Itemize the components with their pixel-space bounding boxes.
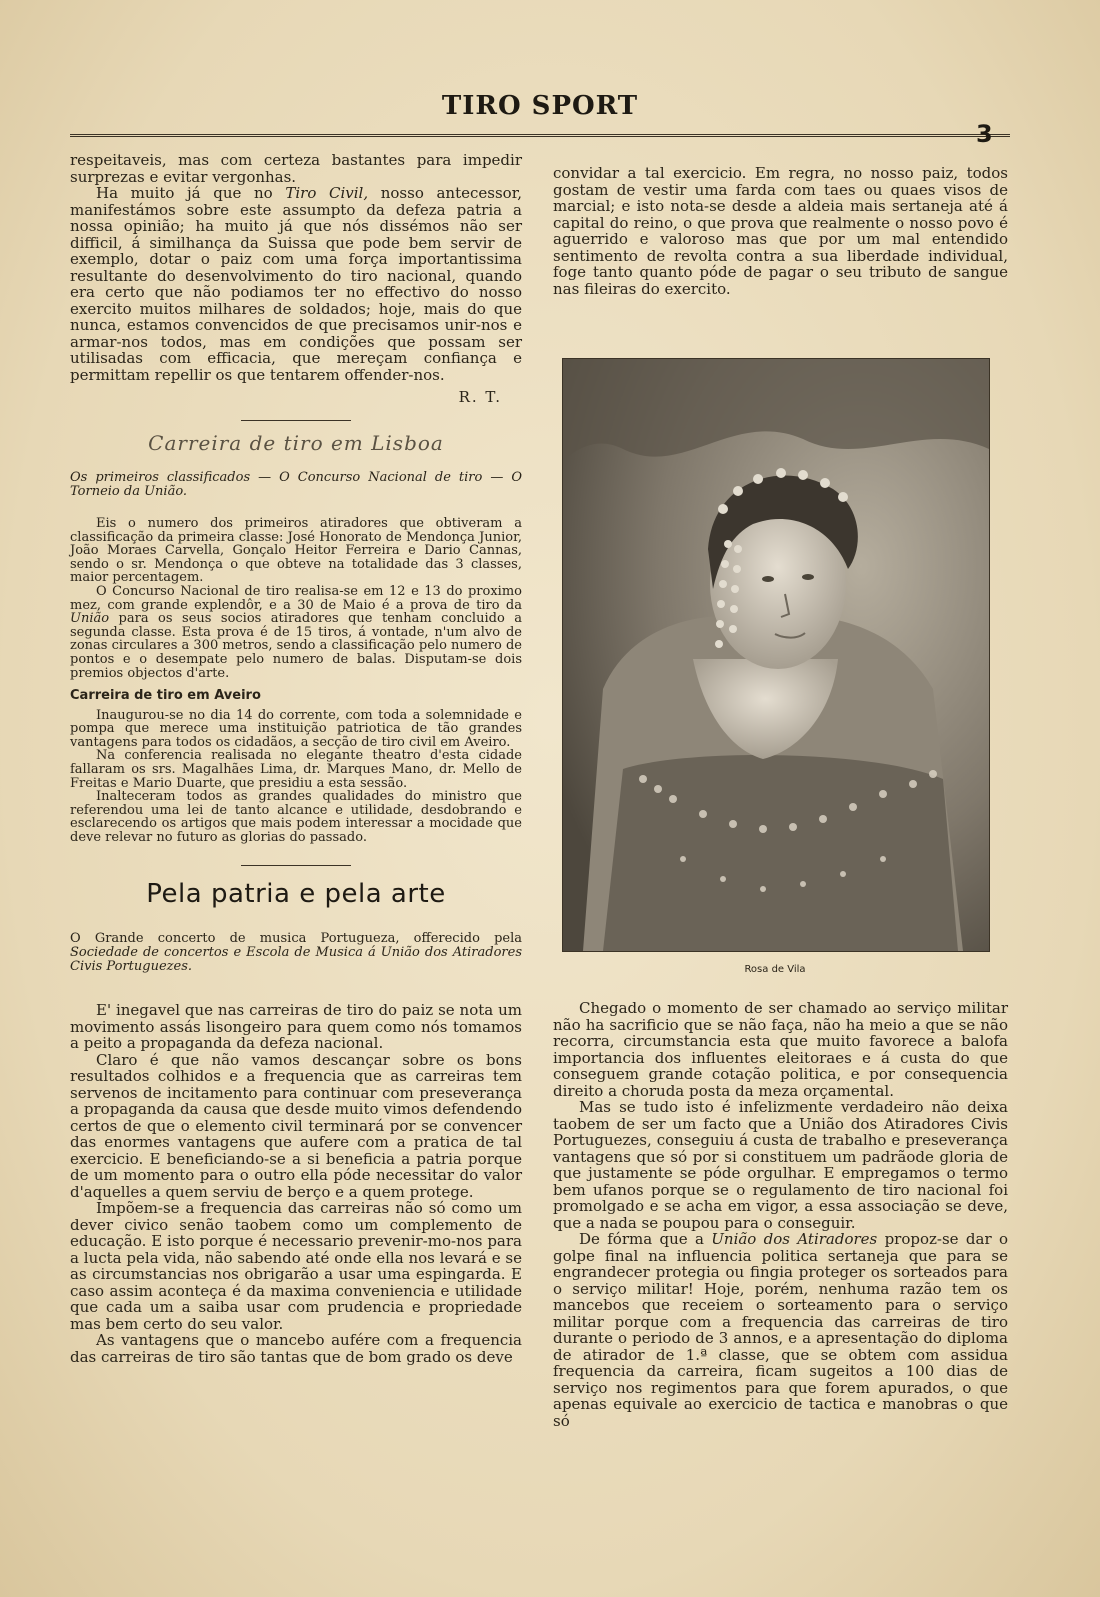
masthead-title: TIRO SPORT: [441, 91, 639, 121]
right-column-top: [553, 165, 1008, 297]
paragraph: Na conferencia realisada no elegante theatro d'esta cidade fallaram os srs. Magalhães Lima, dr. Marques Mano, dr. Mello de Freitas e Mario Duarte, que presidiu a esta sessão.: [70, 748, 522, 791]
paragraph: [70, 185, 522, 383]
text: propoz-se dar o golpe final na influencia politica sertaneja que para se engrandecer protegia ou fingia proteger os sorteados para o serviço militar! Hoje, porém, nenhuma razão tem os mancebos que receiem o sorteamento para o serviço militar porque com a frequencia das carreiras de tiro durante o periodo de 3 annos, e a apresentação do diploma de atirador de 1.ª classe, que se obtem com assidua frequencia da carreira, ficam sugeitos a 100 dias de serviço nos regimentos para que forem apurados, o que apenas equivale ao exercicio de tactica e manobras o que só: [553, 1230, 1008, 1430]
divider: [241, 865, 351, 866]
divider: [241, 420, 351, 421]
right-column-bottom: [553, 1000, 1008, 1429]
section-body: [70, 517, 522, 680]
portrait-illustration: [563, 359, 989, 951]
italic-text: Tiro Civil,: [285, 184, 369, 202]
paragraph: [70, 585, 522, 680]
paragraph: Impõem-se a frequencia das carreiras não só como um dever civico senão taobem como um complemento de educação. E isto porque é necessario prevenir-mo-nos para a lucta pela vida, não sabendo até onde ella nos levará e se as circumstancias nos obrigarão a usar uma espingarda. E caso assim aconteça é da maxima conveniencia e utilidade que cada um a saiba usar com prudencia e propriedade mas bem certo do seu valor.: [70, 1199, 522, 1333]
paragraph: Mas se tudo isto é infelizmente verdadeiro não deixa taobem de ser um facto que a União dos Atiradores Civis Portuguezes, conseguiu á custa de trabalho e preseverança vantagens que só por si constituem um padrãode gloria de que justamente se póde orgulhar. E empregamos o termo bem ufanos porque se o regulamento de tiro nacional foi promolgado e se acha em vigor, a essa associação se deve, que a nada se poupou para o conseguir.: [553, 1098, 1008, 1232]
portrait-photo: [562, 358, 990, 952]
paragraph: E' inegavel que nas carreiras de tiro do paiz se nota um movimento assás lisongeiro para quem como nós tomamos a peito a propaganda da defeza nacional.: [70, 1001, 522, 1053]
article-title: Pela patria e pela arte: [146, 878, 446, 909]
italic-text: União dos Atiradores: [711, 1230, 878, 1248]
section-subhead: Os primeiros classificados — O Concurso Nacional de tiro — O Torneio da União.: [70, 470, 522, 499]
italic-text: União: [70, 611, 110, 627]
section-title: Carreira de tiro em Lisboa: [148, 430, 444, 455]
paragraph: As vantagens que o mancebo aufére com a frequencia das carreiras de tiro são tantas que de bom grado os deve: [70, 1331, 522, 1366]
left-column: [70, 152, 522, 1365]
paragraph: [553, 1231, 1008, 1429]
text: Ha muito já que no: [96, 184, 286, 202]
paragraph: Inalteceram todos as grandes qualidades do ministro que referendou uma lei de tanto alcance e utilidade, desdobrando e esclarecendo os artigos que mais podem interessar a mocidade que deve relevar no futuro as glorias do passado.: [70, 789, 522, 845]
article-intro: [70, 932, 522, 974]
section-body: [70, 709, 522, 845]
paragraph: convidar a tal exercicio. Em regra, no nosso paiz, todos gostam de vestir uma farda com taes ou quaes visos de marcial; e isto nota-se desde a aldeia mais sertaneja até á capital do reino, o que prova que realmente o nosso povo é aguerrido e valoroso mas que por um mal entendido sentimento de revolta contra a sua liberdade individual, foge tanto quanto póde de pagar o seu tributo de sangue nas fileiras do exercito.: [553, 164, 1008, 298]
text: O Grande concerto de musica Portugueza, offerecido pela: [70, 931, 522, 947]
text: De fórma que a: [579, 1230, 712, 1248]
paragraph: Eis o numero dos primeiros atiradores que obtiveram a classificação da primeira classe: José Honorato de Mendonça Junior, João Moraes Carvella, Gonçalo Heitor Ferreira e Dario Cannas, sendo o sr. Mendonça o que obteve na totalidade das 3 classes, maior percentagem.: [70, 516, 522, 586]
paragraph: Chegado o momento de ser chamado ao serviço militar não ha sacrificio que se não faça, não ha meio a que se não recorra, circumstancia esta que muito favorece a balofa importancia dos influentes eleitoraes e á custa do que conseguem grande cotação politica, e por consequencia direito a choruda posta da meza orçamental.: [553, 999, 1008, 1100]
header-rule: [70, 134, 1010, 137]
photo-caption: Rosa de Vila: [744, 964, 806, 975]
text: para os seus socios atiradores que tenham concluido a segunda classe. Esta prova é de 15 tiros, á vontade, n'um alvo de zonas circulares a 300 metros, sendo a classificação pelo numero de pontos e o desempate pelo numero de balas. Disputam-se dois premios objectos d'arte.: [70, 611, 522, 681]
masthead: [440, 82, 640, 130]
signature: R. T.: [458, 388, 502, 406]
italic-text: Sociedade de concertos e Escola de Musica á União dos Atiradores Civis Portuguezes.: [70, 945, 522, 975]
text: O Concurso Nacional de tiro realisa-se em 12 e 13 do proximo mez, com grande explendôr, e a 30 de Maio é a prova de tiro da: [70, 583, 522, 613]
text: nosso antecessor, manifestámos sobre este assumpto da defeza patria a nossa opinião; ha muito já que nós dissémos não ser difficil, á similhança da Suissa que pode bem servir de exemplo, dotar o paiz com uma força importantissima resultante do desenvolvimento do tiro nacional, quando era certo que não podiamos ter no effectivo do nosso exercito muitos milhares de soldados; hoje, mais do que nunca, estamos convencidos de que precisamos unir-nos e armar-nos todos, mas em condições que possam ser utilisadas com efficacia, que mereçam confiança e permittam repellir os que tentarem offender-nos.: [70, 184, 522, 384]
section-heading: Carreira de tiro em Aveiro: [70, 688, 261, 704]
paragraph: Inaugurou-se no dia 14 do corrente, com toda a solemnidade e pompa que merece uma instituição patriotica de tão grandes vantagens para todos os cidadãos, a secção de tiro civil em Aveiro.: [70, 707, 522, 750]
paragraph: Claro é que não vamos descançar sobre os bons resultados colhidos e a frequencia que as carreiras tem servenos de incitamento para continuar com preseverança a propaganda da causa que desde muito vimos defendendo certos de que o elemento civil terminará por se convencer das enormes vantagens que aufere com a pratica de tal exercicio. E beneficiando-se a si beneficia a patria porque de um momento para o outro ella póde necessitar do valor d'aquelles a quem serviu de berço e a quem protege.: [70, 1050, 522, 1201]
page-number: 3: [976, 120, 993, 148]
paragraph: respeitaveis, mas com certeza bastantes para impedir surprezas e evitar vergonhas.: [70, 151, 522, 186]
